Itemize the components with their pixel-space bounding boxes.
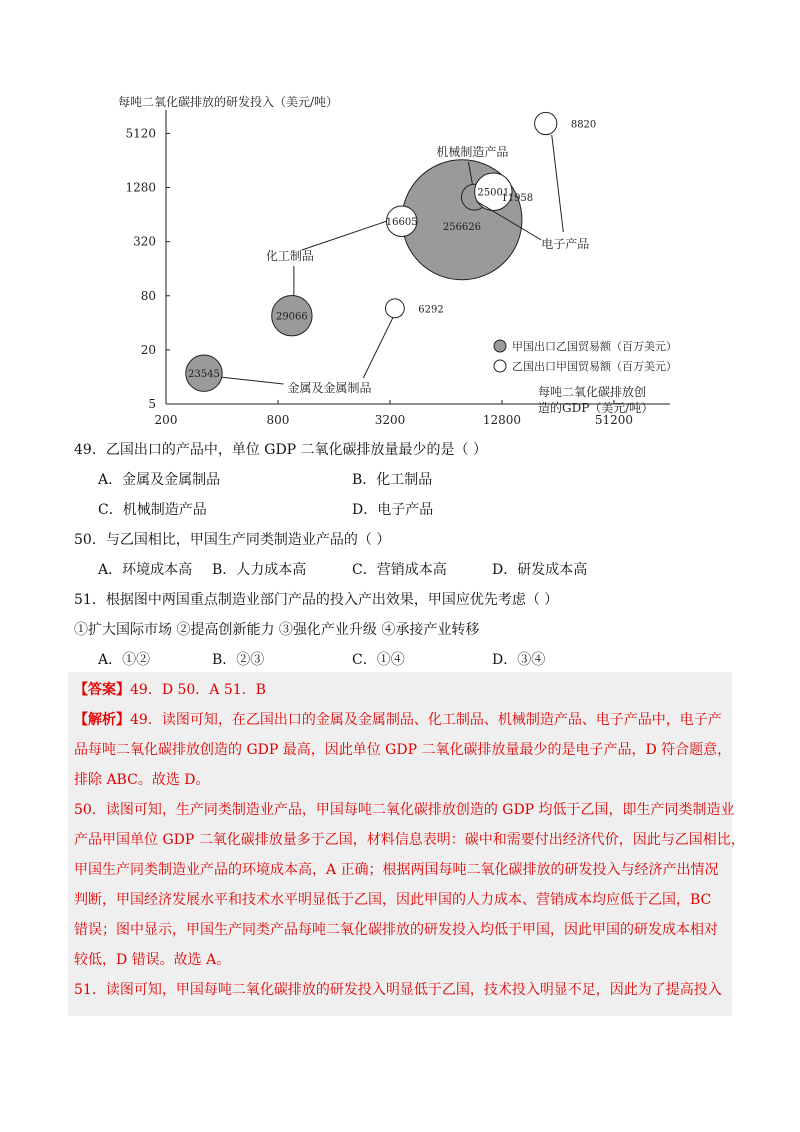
- legend-label: 乙国出口甲国贸易额（百万美元）: [512, 360, 677, 373]
- analysis-line-10: 51．读图可知，甲国每吨二氧化碳排放的研发投入明显低于乙国，技术投入明显不足，因此为了提高投入: [74, 982, 722, 998]
- x-axis-label-line2: 造的GDP（美元/吨）: [538, 401, 654, 415]
- annotation-machinery: 机械制造产品: [436, 145, 509, 159]
- bubble-value-label: 11958: [501, 193, 534, 205]
- question-50: 50．与乙国相比，甲国生产同类制造业产品的（ ）: [74, 532, 391, 548]
- analysis-line-4: 50．读图可知，生产同类制造业产品，甲国每吨二氧化碳排放创造的 GDP 均低于乙国，即生产同类制造业: [74, 802, 735, 818]
- y-tick-label: 320: [133, 234, 156, 249]
- legend-marker: [494, 340, 506, 352]
- y-axis-label: 每吨二氧化碳排放的研发投入（美元/吨）: [118, 95, 339, 109]
- answer-text: 49．D 50．A 51．B: [130, 682, 266, 698]
- q50-option-a[interactable]: A．环境成本高: [98, 562, 193, 578]
- annotation-electronics: 电子产品: [541, 237, 590, 251]
- y-tick-label: 1280: [125, 180, 156, 195]
- q49-option-d[interactable]: D．电子产品: [352, 502, 434, 518]
- bubble-value-label: 25001: [477, 187, 510, 199]
- analysis-line-8: 错误；图中显示，甲国生产同类产品每吨二氧化碳排放的研发投入均低于甲国，因此甲国的研发成本相对: [74, 922, 718, 938]
- leader-line: [302, 221, 387, 250]
- q49-option-b[interactable]: B．化工制品: [352, 472, 433, 488]
- leader-line: [222, 377, 283, 384]
- x-tick-label: 12800: [482, 413, 522, 427]
- annotation-metal: 金属及金属制品: [287, 381, 372, 395]
- bubble: [535, 112, 557, 134]
- bubble-value-label: 16605: [385, 217, 418, 229]
- leader-line: [552, 135, 564, 232]
- question-51: 51．根据图中两国重点制造业部门产品的投入产出效果，甲国应优先考虑（ ）: [74, 592, 559, 608]
- q51-option-c[interactable]: C．①④: [352, 652, 405, 668]
- q51-option-d[interactable]: D．③④: [492, 652, 546, 668]
- answer-tag: 【答案】: [74, 682, 130, 698]
- q49-option-a[interactable]: A．金属及金属制品: [98, 472, 221, 488]
- bubble-value-label: 8820: [570, 119, 597, 131]
- bubble-value-label: 6292: [418, 304, 444, 316]
- analysis-text-1: 49．读图可知，在乙国出口的金属及金属制品、化工制品、机械制造产品、电子产品中，电子产: [130, 712, 722, 728]
- analysis-tag: 【解析】: [74, 712, 130, 728]
- bubble-value-label: 256626: [442, 221, 482, 233]
- bubble-chart: [100, 92, 720, 428]
- analysis-line-1: [74, 710, 722, 730]
- bubble-value-label: 29066: [275, 311, 308, 323]
- leader-line: [363, 318, 393, 378]
- chart-svg: [100, 92, 720, 428]
- x-tick-label: 200: [154, 413, 178, 427]
- q51-option-b[interactable]: B．②③: [212, 652, 265, 668]
- legend-label: 甲国出口乙国贸易额（百万美元）: [512, 340, 677, 353]
- x-axis-label-line1: 每吨二氧化碳排放创: [538, 385, 647, 399]
- analysis-line-3: 排除 ABC。故选 D。: [74, 772, 210, 788]
- y-tick-label: 80: [140, 288, 156, 303]
- analysis-line-9: 较低，D 错误。故选 A。: [74, 952, 231, 968]
- question-49: 49．乙国出口的产品中，单位 GDP 二氧化碳排放量最少的是（ ）: [74, 442, 487, 458]
- analysis-line-7: 判断，甲国经济发展水平和技术水平明显低于乙国，因此甲国的人力成本、营销成本均应低于乙国，BC: [74, 892, 712, 908]
- q51-option-a[interactable]: A．①②: [98, 652, 151, 668]
- legend-marker: [494, 360, 506, 372]
- analysis-line-2: 品每吨二氧化碳排放创造的 GDP 最高，因此单位 GDP 二氧化碳排放量最少的是电子产品，D 符合题意，: [74, 742, 732, 758]
- q49-option-c[interactable]: C．机械制造产品: [98, 502, 207, 518]
- y-tick-label: 20: [140, 342, 156, 357]
- answer-line: [74, 680, 266, 700]
- x-tick-label: 3200: [374, 413, 406, 427]
- q50-option-b[interactable]: B．人力成本高: [212, 562, 307, 578]
- bubble-value-label: 23545: [188, 369, 220, 381]
- analysis-line-5: 产品甲国单位 GDP 二氧化碳排放量多于乙国，材料信息表明：碳中和需要付出经济代价，因此与乙国相比，: [74, 832, 745, 848]
- analysis-line-6: 甲国生产同类制造业产品的环境成本高，A 正确；根据两国每吨二氧化碳排放的研发投入与经济产出情况: [74, 862, 719, 878]
- x-tick-label: 800: [266, 413, 290, 427]
- y-tick-label: 5: [148, 397, 156, 411]
- q50-option-c[interactable]: C．营销成本高: [352, 562, 447, 578]
- bubble: [385, 299, 404, 318]
- annotation-chemical: 化工制品: [265, 249, 314, 263]
- y-tick-label: 5120: [125, 126, 156, 141]
- question-51-statements: ①扩大国际市场 ②提高创新能力 ③强化产业升级 ④承接产业转移: [74, 622, 480, 638]
- q50-option-d[interactable]: D．研发成本高: [492, 562, 588, 578]
- x-tick-label: 51200: [594, 413, 634, 427]
